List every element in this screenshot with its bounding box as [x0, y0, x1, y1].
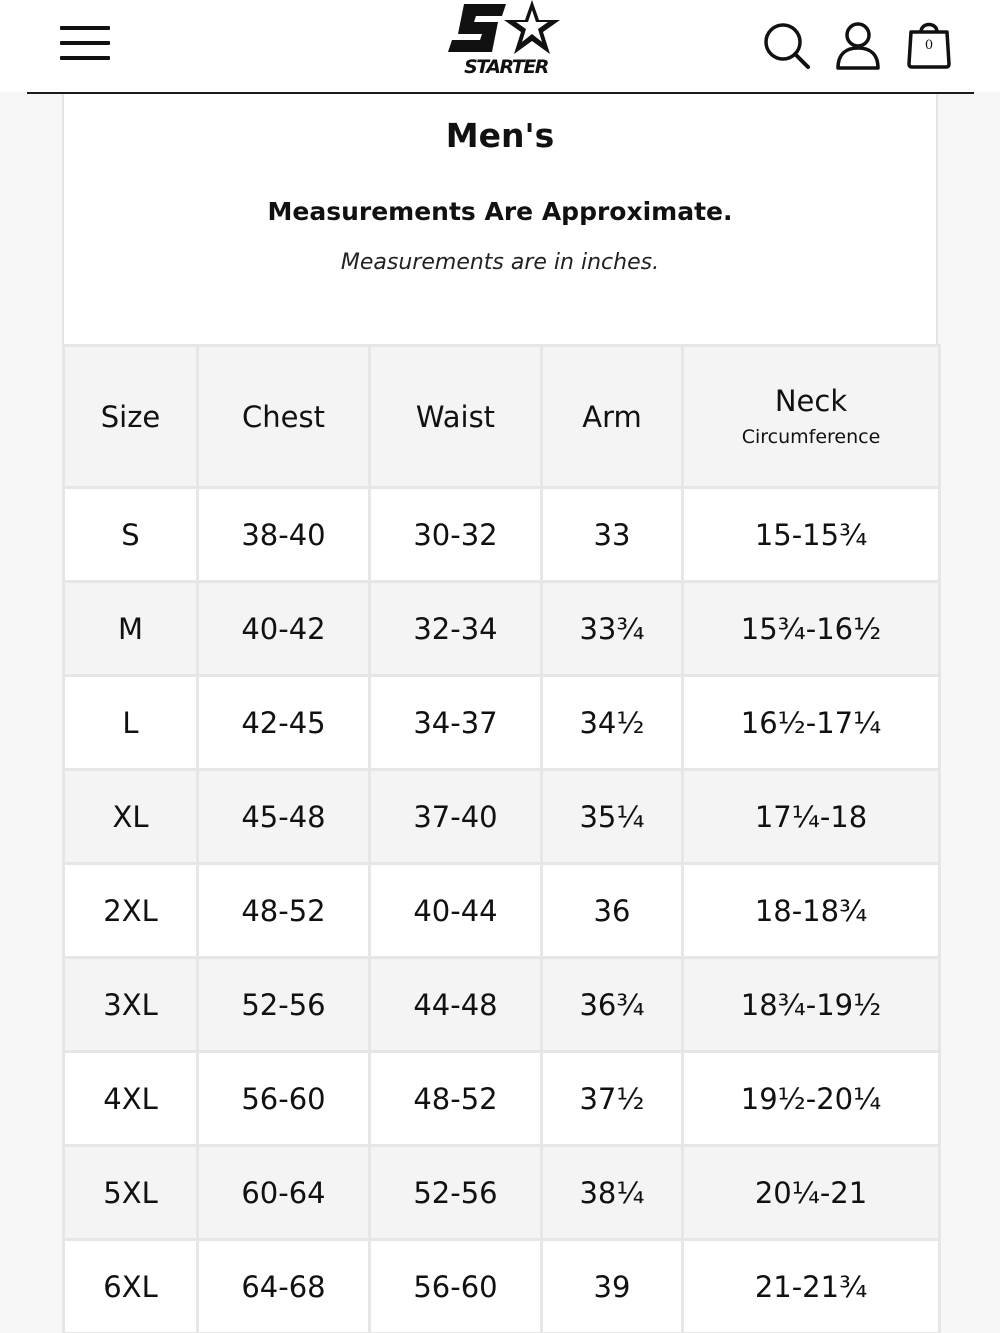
- cell-neck: 15-15¾: [683, 488, 940, 582]
- cell-arm: 36: [542, 864, 683, 958]
- table-row: [64, 1146, 940, 1240]
- starter-star-logo-icon: [440, 0, 566, 64]
- cell-neck: 20¼-21: [683, 1146, 940, 1240]
- cell-neck: 19½-20¼: [683, 1052, 940, 1146]
- cell-waist: 44-48: [370, 958, 542, 1052]
- cell-neck: 18-18¾: [683, 864, 940, 958]
- user-icon[interactable]: [832, 18, 884, 72]
- table-row: [64, 770, 940, 864]
- table-row: [64, 958, 940, 1052]
- cell-arm: 39: [542, 1240, 683, 1333]
- cell-chest: 52-56: [198, 958, 370, 1052]
- shopping-bag-icon[interactable]: [904, 14, 954, 72]
- column-header-neck: [683, 346, 940, 488]
- cell-size: 2XL: [64, 864, 198, 958]
- column-header-label: Chest: [242, 399, 325, 434]
- cell-neck: 21-21¾: [683, 1240, 940, 1333]
- page-title: Men's: [445, 116, 555, 155]
- starter-logo[interactable]: [440, 0, 566, 84]
- cell-chest: 40-42: [198, 582, 370, 676]
- cell-neck: 16½-17¼: [683, 676, 940, 770]
- hamburger-menu-icon[interactable]: [60, 24, 112, 64]
- cell-arm: 34½: [542, 676, 683, 770]
- cell-waist: 34-37: [370, 676, 542, 770]
- cell-waist: 37-40: [370, 770, 542, 864]
- cell-waist: 40-44: [370, 864, 542, 958]
- cell-arm: 35¼: [542, 770, 683, 864]
- cell-chest: 48-52: [198, 864, 370, 958]
- size-chart-table: [62, 344, 941, 1333]
- cell-size: XL: [64, 770, 198, 864]
- cell-waist: 30-32: [370, 488, 542, 582]
- cell-size: 3XL: [64, 958, 198, 1052]
- table-row: [64, 1052, 940, 1146]
- cell-size: L: [64, 676, 198, 770]
- cell-arm: 33: [542, 488, 683, 582]
- measurement-disclaimer: Measurements Are Approximate.: [267, 197, 733, 226]
- cell-chest: 60-64: [198, 1146, 370, 1240]
- column-header-arm: [542, 346, 683, 488]
- cell-chest: 45-48: [198, 770, 370, 864]
- table-row: [64, 488, 940, 582]
- cell-neck: 18¾-19½: [683, 958, 940, 1052]
- column-header-size: [64, 346, 198, 488]
- cell-arm: 36¾: [542, 958, 683, 1052]
- cart-count-badge: 0: [924, 38, 934, 53]
- column-header-label: Arm: [582, 399, 642, 434]
- cell-size: 4XL: [64, 1052, 198, 1146]
- column-header-waist: [370, 346, 542, 488]
- column-header-label: Waist: [415, 399, 496, 434]
- table-row: [64, 582, 940, 676]
- column-header-label: Neck: [774, 383, 848, 418]
- search-icon[interactable]: [760, 18, 814, 72]
- cell-neck: 15¾-16½: [683, 582, 940, 676]
- table-row: [64, 1240, 940, 1333]
- units-note: Measurements are in inches.: [340, 250, 660, 275]
- column-header-sublabel: Circumference: [741, 425, 881, 448]
- cell-chest: 64-68: [198, 1240, 370, 1333]
- cell-chest: 42-45: [198, 676, 370, 770]
- cell-size: S: [64, 488, 198, 582]
- cell-arm: 38¼: [542, 1146, 683, 1240]
- column-header-chest: [198, 346, 370, 488]
- cell-size: M: [64, 582, 198, 676]
- cell-chest: 56-60: [198, 1052, 370, 1146]
- cell-waist: 56-60: [370, 1240, 542, 1333]
- cell-arm: 37½: [542, 1052, 683, 1146]
- cell-waist: 32-34: [370, 582, 542, 676]
- cell-size: 6XL: [64, 1240, 198, 1333]
- cell-waist: 52-56: [370, 1146, 542, 1240]
- cell-arm: 33¾: [542, 582, 683, 676]
- cell-waist: 48-52: [370, 1052, 542, 1146]
- brand-wordmark: STARTER: [464, 56, 548, 78]
- cell-neck: 17¼-18: [683, 770, 940, 864]
- table-header-row: [64, 346, 940, 488]
- cell-chest: 38-40: [198, 488, 370, 582]
- cell-size: 5XL: [64, 1146, 198, 1240]
- table-row: [64, 864, 940, 958]
- column-header-label: Size: [100, 399, 161, 434]
- top-navigation-bar: [0, 0, 1000, 92]
- table-row: [64, 676, 940, 770]
